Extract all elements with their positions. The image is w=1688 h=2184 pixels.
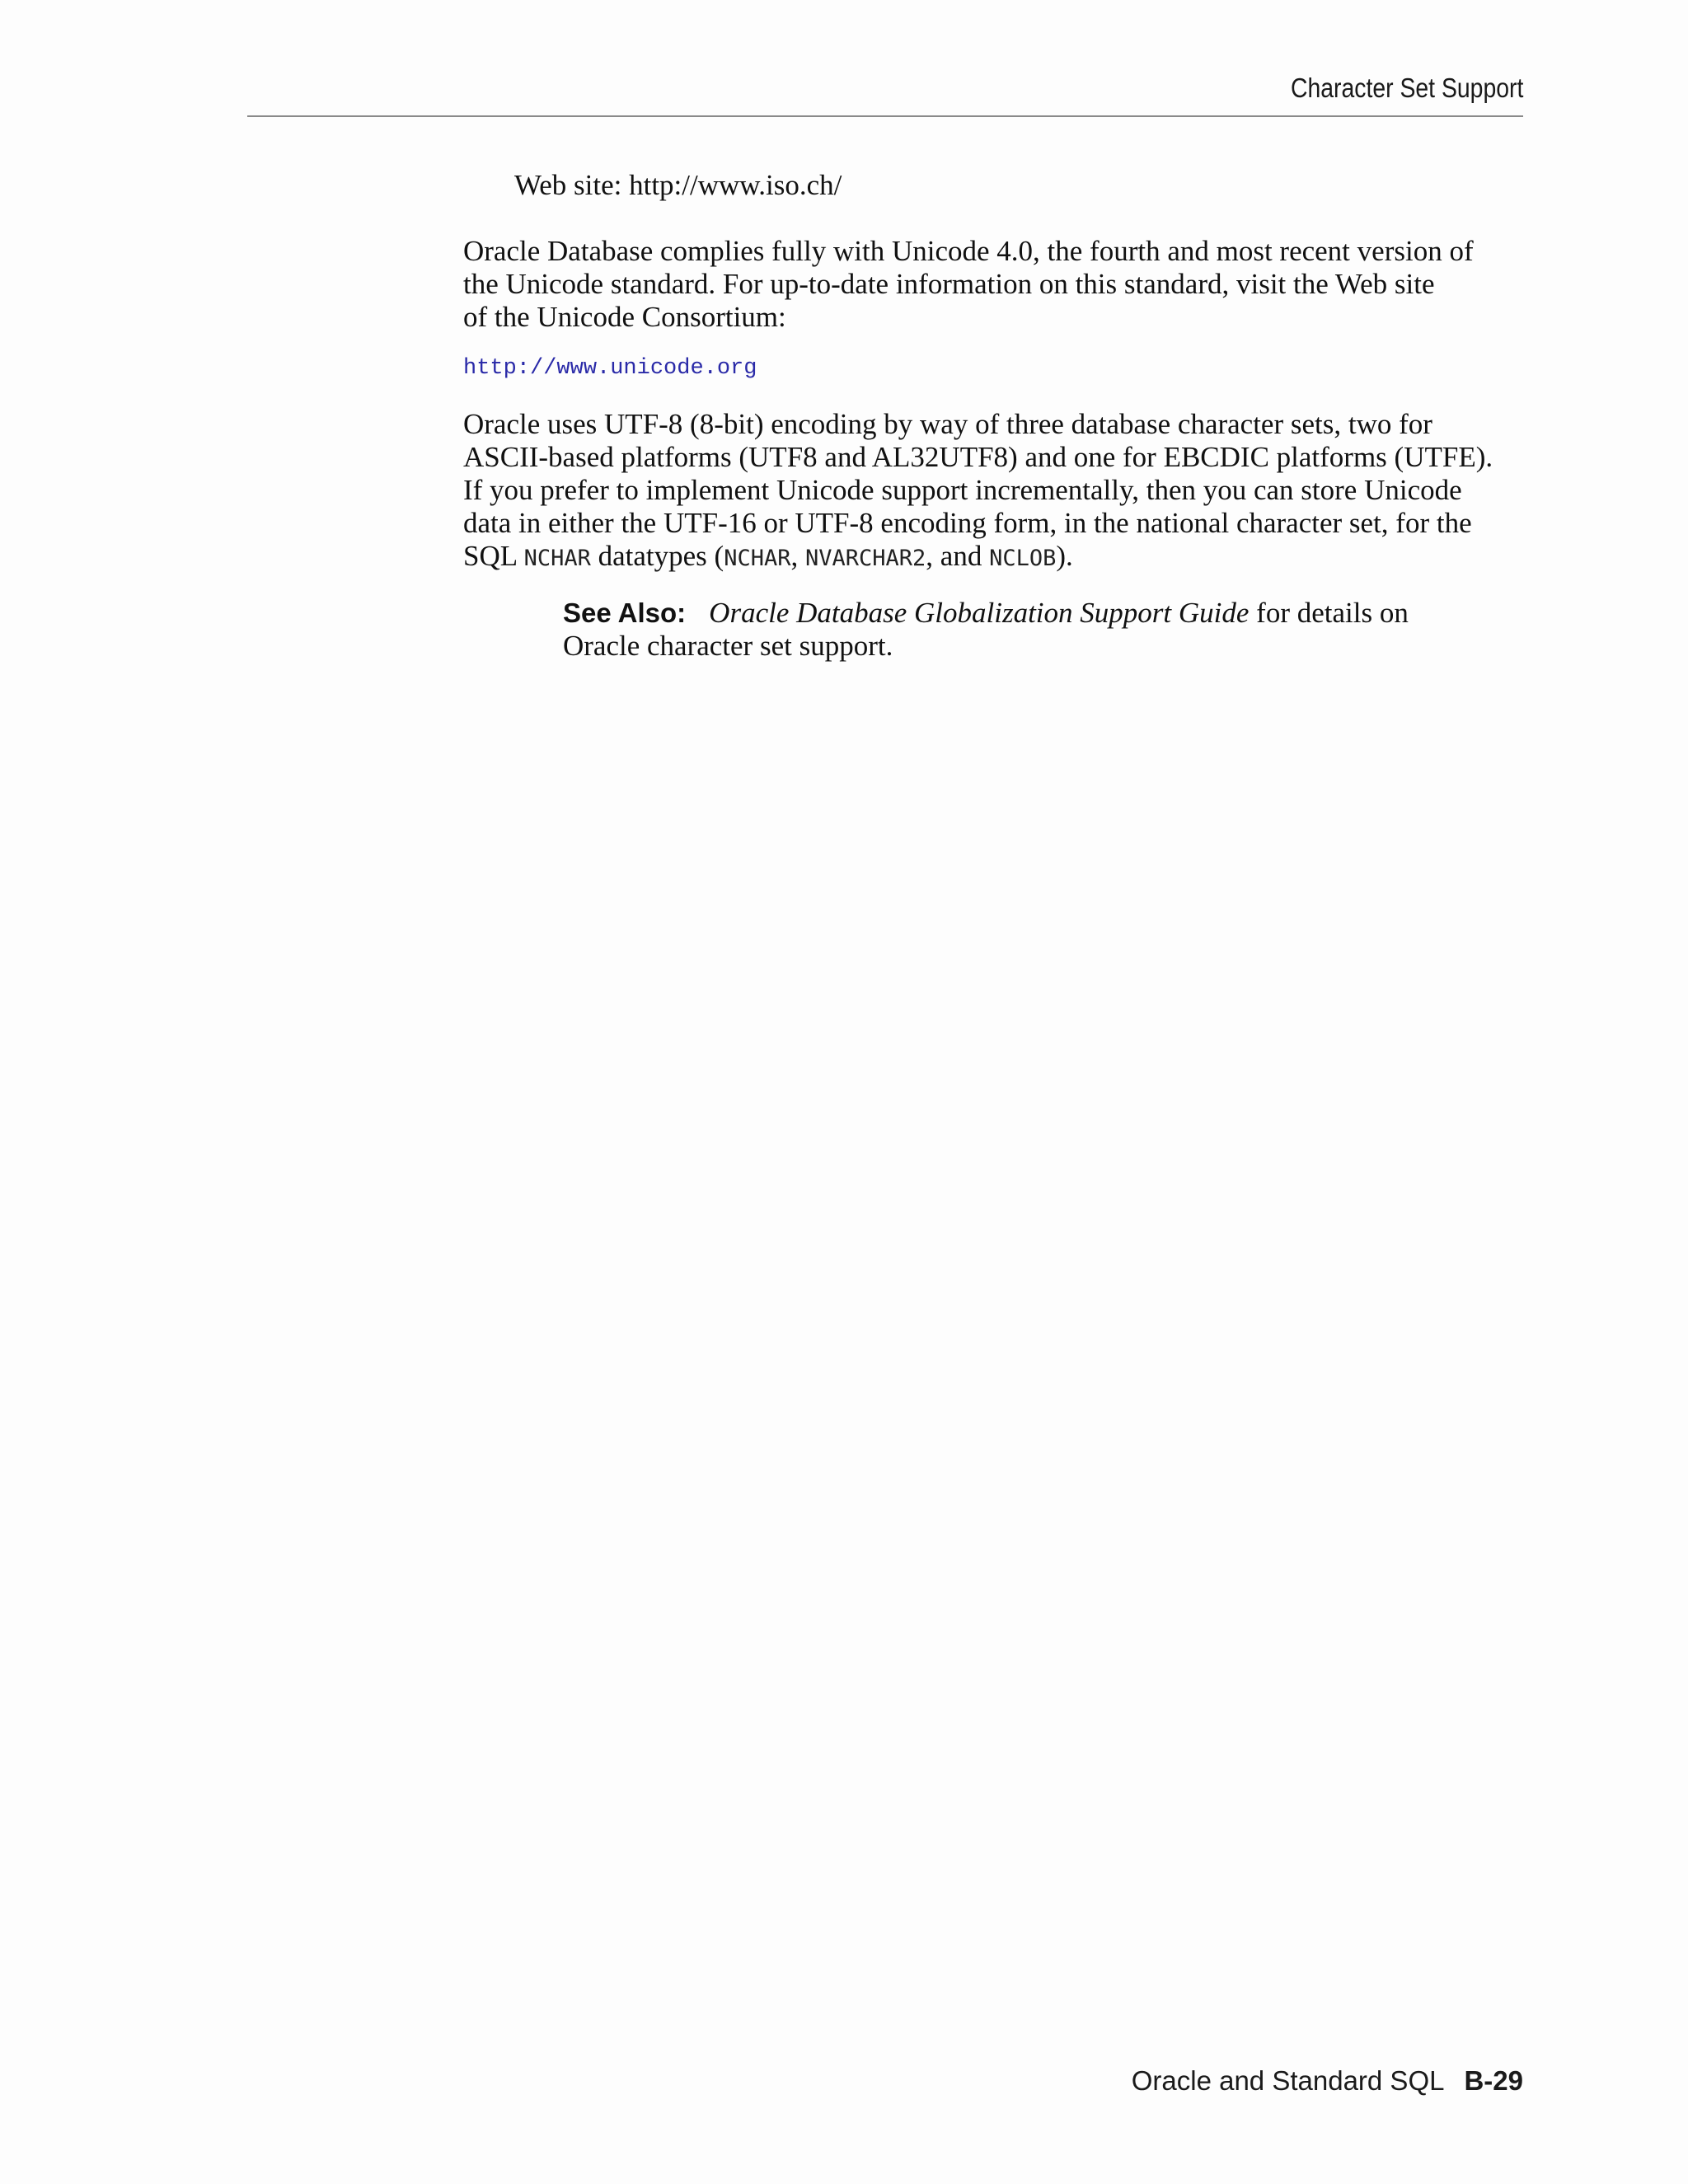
text-fragment: , and [926, 540, 990, 572]
utf8-encoding-paragraph [463, 408, 1526, 575]
page-content [463, 169, 1526, 663]
paragraph-line: Oracle uses UTF-8 (8-bit) encoding by way of three database character sets, two for [463, 408, 1432, 440]
unicode-org-link[interactable]: http://www.unicode.org [463, 356, 757, 381]
paragraph-line: of the Unicode Consortium: [463, 301, 786, 333]
see-also-line: Oracle character set support. [563, 630, 893, 662]
paragraph-line: the Unicode standard. For up-to-date information on this standard, visit the Web site [463, 268, 1435, 300]
globalization-guide-reference[interactable]: Oracle Database Globalization Support Guide [709, 597, 1250, 629]
text-fragment: , [790, 540, 805, 572]
paragraph-line: If you prefer to implement Unicode support incrementally, then you can store Unicode [463, 474, 1462, 506]
paragraph-line: Oracle Database complies fully with Unicode 4.0, the fourth and most recent version of [463, 235, 1474, 267]
page-number: B-29 [1464, 2065, 1523, 2096]
text-fragment: for details on [1249, 597, 1409, 629]
see-also-note [563, 597, 1526, 663]
running-header-title: Character Set Support [1290, 73, 1523, 103]
see-also-line [563, 597, 1526, 630]
iso-website-line: Web site: http://www.iso.ch/ [514, 169, 842, 201]
code-nclob-datatype: NCLOB [989, 546, 1057, 571]
text-fragment: datatypes ( [590, 540, 724, 572]
text-fragment: ). [1056, 540, 1073, 572]
paragraph-line: ASCII-based platforms (UTF8 and AL32UTF8) and one for EBCDIC platforms (UTFE). [463, 441, 1493, 473]
code-nchar-datatype: NCHAR [724, 546, 791, 571]
footer-section-title: Oracle and Standard SQL [1131, 2065, 1445, 2096]
code-nvarchar2-datatype: NVARCHAR2 [804, 546, 926, 571]
see-also-label: See Also: [563, 598, 687, 628]
header-rule [247, 115, 1523, 117]
paragraph-line: data in either the UTF-16 or UTF-8 encoding form, in the national character set, for the [463, 507, 1472, 539]
unicode-compliance-paragraph [463, 235, 1526, 334]
page-footer [1132, 2065, 1523, 2097]
code-nchar: NCHAR [523, 546, 591, 571]
text-fragment: SQL [463, 540, 524, 572]
paragraph-line-sql-datatypes [463, 540, 1526, 575]
